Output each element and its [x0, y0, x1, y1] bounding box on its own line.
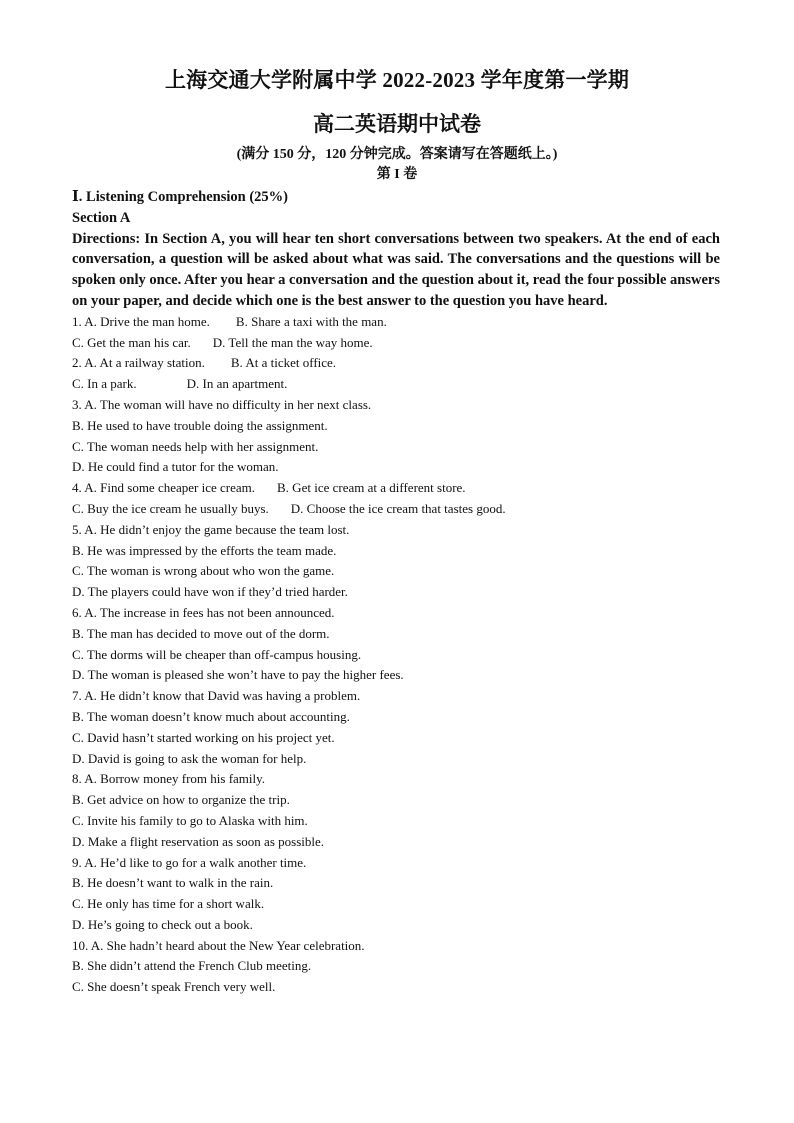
question-5-option-d: D. The players could have won if they’d tried harder.	[72, 584, 348, 600]
question-3-option-d: D. He could find a tutor for the woman.	[72, 459, 279, 475]
listening-part	[72, 187, 720, 998]
exam-instructions: (满分 150 分，120 分钟完成。答案请写在答题纸上。)	[236, 147, 558, 162]
question-2-option-b: B. At a ticket office.	[230, 355, 337, 371]
question-2-option-d: D. In an apartment.	[186, 376, 288, 392]
question-6-option-a: 6. A. The increase in fees has not been announced.	[72, 604, 335, 620]
question-9-option-d: D. He’s going to check out a book.	[72, 916, 253, 932]
question-7-option-c: C. David hasn’t started working on his project yet.	[72, 729, 335, 745]
question-5-option-b: B. He was impressed by the efforts the team made.	[72, 542, 337, 558]
question-3-option-c: C. The woman needs help with her assignment.	[72, 438, 319, 454]
question-7-option-a: 7. A. He didn’t know that David was having a problem.	[72, 688, 361, 704]
question-1-option-d: D. Tell the man the way home.	[212, 334, 373, 350]
question-2-line-1	[72, 353, 720, 374]
question-10-option-a: 10. A. She hadn’t heard about the New Year celebration.	[72, 937, 365, 953]
question-6-option-d: D. The woman is pleased she won’t have to pay the higher fees.	[72, 667, 404, 683]
part-heading: Ⅰ. Listening Comprehension (25%)	[72, 189, 288, 205]
school-title: 上海交通大学附属中学 2022-2023 学年度第一学期	[164, 68, 630, 92]
question-6-option-c: C. The dorms will be cheaper than off-campus housing.	[72, 646, 362, 662]
question-3-option-b: B. He used to have trouble doing the assignment.	[72, 417, 328, 433]
question-4-option-c: C. Buy the ice cream he usually buys.	[72, 500, 269, 516]
question-4-line-2	[72, 499, 720, 520]
question-10-option-c: C. She doesn’t speak French very well.	[72, 979, 276, 995]
question-7-option-b: B. The woman doesn’t know much about accounting.	[72, 708, 350, 724]
question-6-option-b: B. The man has decided to move out of the dorm.	[72, 625, 330, 641]
question-9-option-b: B. He doesn’t want to walk in the rain.	[72, 875, 274, 891]
question-9-option-c: C. He only has time for a short walk.	[72, 896, 265, 912]
question-2-option-c: C. In a park.	[72, 376, 137, 392]
question-9-option-a: 9. A. He’d like to go for a walk another time.	[72, 854, 307, 870]
question-3-option-a: 3. A. The woman will have no difficulty in her next class.	[72, 396, 372, 412]
question-10-option-b: B. She didn’t attend the French Club meeting.	[72, 958, 312, 974]
section-heading: Section A	[72, 209, 131, 226]
volume-label: 第 I 卷	[376, 167, 418, 182]
question-2-option-a: 2. A. At a railway station.	[72, 355, 205, 371]
exam-title: 高二英语期中试卷	[313, 112, 481, 136]
question-4-option-d: D. Choose the ice cream that tastes good.	[290, 500, 506, 516]
question-4-option-b: B. Get ice cream at a different store.	[277, 480, 466, 496]
question-7-option-d: D. David is going to ask the woman for help.	[72, 750, 307, 766]
question-1-option-c: C. Get the man his car.	[72, 334, 191, 350]
directions-paragraph: Directions: In Section A, you will hear ten short conversations between two speakers. At the end of each conversation, a question will be asked about what was said. The conversations and the questions will be spoken only once. After you hear a conversation and the question about it, read the four possible answers on your paper, and decide which one is the best answer to the question you have heard.	[72, 230, 720, 309]
question-2-line-2	[72, 374, 720, 395]
question-5-option-c: C. The woman is wrong about who won the game.	[72, 563, 335, 579]
question-1-line-1	[72, 312, 720, 333]
question-8-option-c: C. Invite his family to go to Alaska with him.	[72, 812, 308, 828]
question-4-line-1	[72, 478, 720, 499]
question-4-option-a: 4. A. Find some cheaper ice cream.	[72, 480, 256, 496]
question-8-option-d: D. Make a flight reservation as soon as possible.	[72, 833, 325, 849]
question-8-option-b: B. Get advice on how to organize the trip.	[72, 792, 290, 808]
question-1-line-2	[72, 333, 720, 354]
question-8-option-a: 8. A. Borrow money from his family.	[72, 771, 266, 787]
question-1-option-a: 1. A. Drive the man home.	[72, 313, 210, 329]
question-5-option-a: 5. A. He didn’t enjoy the game because the team lost.	[72, 521, 350, 537]
question-1-option-b: B. Share a taxi with the man.	[235, 313, 387, 329]
